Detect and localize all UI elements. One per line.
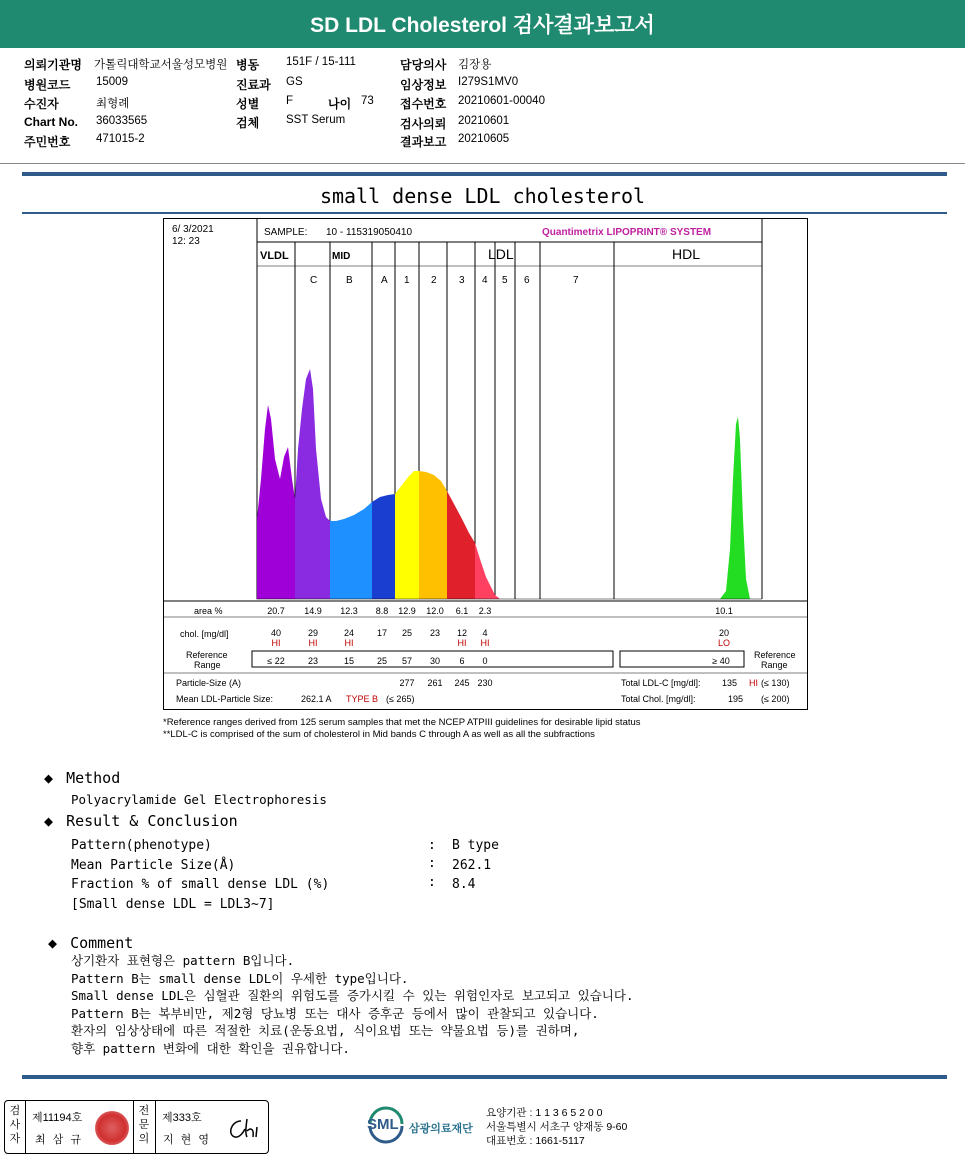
method-section: [44, 769, 120, 787]
clinical-label: 임상정보: [400, 78, 447, 92]
chol-value: 20: [718, 628, 730, 638]
top-divider: [22, 172, 947, 176]
hdl-group-label: HDL: [672, 246, 701, 262]
band-label: 1: [404, 275, 410, 286]
mean-size-ref: (≤ 265): [386, 694, 415, 704]
requested-value: 20210601: [458, 115, 510, 127]
official-seal: [95, 1111, 129, 1145]
result-item: Mean Particle Size(Å): [71, 858, 236, 873]
age-label: 나이: [328, 97, 352, 111]
system-name: Quantimetrix LIPOPRINT® SYSTEM: [542, 227, 712, 238]
method-text: Polyacrylamide Gel Electrophoresis: [71, 792, 327, 807]
chol-row-label: chol. [mg/dl]: [180, 629, 229, 639]
requester-label: 의뢰기관명: [24, 58, 82, 72]
particle-size-value: 261: [427, 678, 443, 688]
id-value: 471015-2: [96, 133, 145, 145]
total-ldl-flag: HI: [749, 678, 758, 688]
chol-flag: HI: [457, 638, 467, 648]
diamond-bullet-icon: ◆: [44, 769, 54, 787]
sex-value: F: [286, 95, 294, 107]
electrophoresis-curve: [257, 369, 762, 599]
chol-value: 12: [456, 628, 468, 638]
chol-flag: HI: [344, 638, 354, 648]
dept-value: GS: [286, 76, 303, 88]
ward-label: 병동: [236, 58, 260, 72]
band-label: 3: [459, 275, 465, 286]
inspector-name: 최 삼 규: [35, 1134, 83, 1146]
chol-value: 4: [482, 628, 488, 638]
hospital-code-value: 15009: [96, 76, 128, 88]
chol-flag: LO: [717, 638, 731, 648]
clinical-value: I279S1MV0: [458, 76, 519, 88]
result-note: [Small dense LDL = LDL3~7]: [71, 897, 275, 912]
band-area: [295, 369, 330, 599]
area-value: 20.7: [267, 606, 285, 616]
band-label: B: [346, 275, 353, 286]
result-heading: Result & Conclusion: [66, 812, 238, 830]
address: 서울특별시 서초구 양재동 9-60: [486, 1121, 628, 1133]
signature-box: [4, 1100, 269, 1154]
total-chol-value: 195: [728, 694, 744, 704]
ldl-group-label: LDL: [488, 246, 514, 262]
particle-size-value: 230: [477, 678, 493, 688]
phone: 대표번호 : 1661-5117: [486, 1135, 585, 1147]
run-time: 12: 23: [172, 236, 200, 247]
report-title: SD LDL Cholesterol 검사결과보고서: [310, 14, 655, 37]
age-value: 73: [361, 95, 374, 107]
result-value: 8.4: [452, 877, 476, 892]
footnote-1: *Reference ranges derived from 125 serum samples that met the NCEP ATPIII guidelines for desirable lipid status: [163, 717, 641, 728]
reported-label: 결과보고: [400, 135, 447, 149]
comment-heading: Comment: [70, 934, 134, 952]
requester-value: 가톨릭대학교서울성모병원: [94, 59, 228, 71]
sig-divider: [155, 1101, 156, 1153]
reception-value: 20210601-00040: [458, 95, 545, 107]
hospital-code-label: 병원코드: [24, 78, 71, 92]
institution-code: 요양기관 : 1 1 3 6 5 2 0 0: [486, 1107, 603, 1119]
chol-value: 24: [343, 628, 355, 638]
ref-value: ≤ 22: [267, 656, 285, 666]
band-area: [257, 405, 295, 599]
ref-value: 15: [343, 656, 355, 666]
ref-value: 6: [459, 656, 465, 666]
sig-divider: [133, 1101, 134, 1153]
hdl-peak: [720, 417, 750, 599]
result-item: Fraction % of small dense LDL (%): [71, 877, 330, 892]
mean-size-type: TYPE B: [346, 694, 379, 704]
ref-right-label-2: Range: [761, 660, 788, 670]
chol-value: 40: [270, 628, 282, 638]
specialist-label: 전문의: [138, 1105, 150, 1145]
org-contact: [486, 1106, 627, 1148]
method-heading: Method: [66, 769, 121, 787]
total-ldl-ref: (≤ 130): [761, 678, 790, 688]
band-label: A: [381, 275, 388, 286]
ref-row-label: Reference: [186, 650, 228, 660]
sml-logo-icon: [366, 1104, 406, 1144]
report-title-bar: [0, 0, 965, 48]
area-value: 6.1: [455, 606, 469, 616]
result-separator: :: [428, 875, 436, 890]
band-area: [372, 494, 395, 599]
comment-line: Small dense LDL은 심혈관 질환의 위험도를 증가시킬 수 있는 위험인자로 보고되고 있습니다.: [71, 988, 634, 1003]
specimen-value: SST Serum: [286, 114, 346, 126]
signature-icon: [223, 1115, 263, 1143]
mean-size-value: 262.1 A: [301, 694, 332, 704]
ref-value: 0: [482, 656, 488, 666]
patient-value: 최형례: [96, 98, 130, 110]
area-row-label: area %: [194, 606, 223, 616]
reported-value: 20210605: [458, 133, 510, 145]
band-label: 7: [573, 275, 579, 286]
result-separator: :: [428, 838, 436, 853]
id-label: 주민번호: [24, 135, 71, 149]
requested-label: 검사의뢰: [400, 117, 447, 131]
comment-section: [48, 934, 133, 952]
comment-line: 환자의 임상상태에 따른 적절한 치료(운동요법, 식이요법 또는 약물요법 등)를 권하며,: [71, 1023, 580, 1038]
doctor-value: 김장용: [458, 59, 492, 71]
result-separator: :: [428, 856, 436, 871]
specimen-label: 검체: [236, 116, 260, 130]
run-date: 6/ 3/2021: [172, 224, 214, 235]
diamond-bullet-icon: ◆: [48, 934, 58, 952]
total-chol-ref: (≤ 200): [761, 694, 790, 704]
result-item: Pattern(phenotype): [71, 838, 212, 853]
ward-value: 151F / 15-111: [286, 56, 356, 68]
comment-line: 향후 pattern 변화에 대한 확인을 권유합니다.: [71, 1040, 350, 1056]
vldl-group-label: VLDL: [260, 250, 289, 262]
mid-group-label: MID: [332, 251, 351, 262]
area-value: 2.3: [478, 606, 492, 616]
mean-size-label: Mean LDL-Particle Size:: [176, 694, 274, 704]
ref-value: 23: [307, 656, 319, 666]
inspector-no: 제11194호: [32, 1112, 83, 1124]
sample-id: 10 - 115319050410: [326, 227, 413, 238]
total-chol-label: Total Chol. [mg/dl]:: [621, 694, 696, 704]
area-value: 14.9: [304, 606, 322, 616]
sample-label: SAMPLE:: [264, 227, 308, 238]
band-area: [330, 502, 372, 599]
footnote-2: **LDL-C is comprised of the sum of cholesterol in Mid bands C through A as well as all the subfractions: [163, 729, 595, 740]
bottom-divider: [22, 1075, 947, 1079]
title-underline: [22, 212, 947, 214]
result-value: B type: [452, 838, 499, 853]
band-area: [395, 471, 419, 599]
chol-flag: HI: [480, 638, 490, 648]
lipoprint-panel: [163, 218, 808, 710]
band-area: [475, 543, 500, 599]
band-label: 5: [502, 275, 508, 286]
org-name: 삼광의료재단: [409, 1123, 473, 1135]
chol-flag: HI: [308, 638, 318, 648]
particle-size-label: Particle-Size (A): [176, 678, 242, 688]
diamond-bullet-icon: ◆: [44, 812, 54, 830]
ref-row-label-2: Range: [194, 660, 221, 670]
chol-flag: HI: [271, 638, 281, 648]
sig-divider: [25, 1101, 26, 1153]
chol-value: 25: [401, 628, 413, 638]
area-value: 12.3: [340, 606, 358, 616]
ref-right-label: Reference: [754, 650, 796, 660]
comment-line: Pattern B는 small dense LDL이 우세한 type입니다.: [71, 970, 409, 986]
sex-label: 성별: [236, 97, 260, 111]
inspector-label: 검사자: [9, 1105, 21, 1145]
result-value: 262.1: [452, 858, 492, 873]
chart-no-value: 36033565: [96, 115, 148, 127]
specialist-no: 제333호: [162, 1112, 202, 1124]
chol-value: 29: [307, 628, 319, 638]
band-label: 2: [431, 275, 437, 286]
dept-label: 진료과: [236, 78, 271, 92]
band-label: 6: [524, 275, 530, 286]
comment-line: Pattern B는 복부비만, 제2형 당뇨병 또는 대사 증후군 등에서 많이 관찰되고 있습니다.: [71, 1005, 599, 1021]
ref-value: ≥ 40: [712, 656, 730, 666]
band-label: C: [310, 275, 318, 286]
particle-size-value: 245: [454, 678, 470, 688]
reception-label: 접수번호: [400, 97, 447, 111]
ref-value: 25: [376, 656, 388, 666]
band-area: [419, 471, 447, 599]
area-value: 12.9: [398, 606, 416, 616]
area-value: 12.0: [426, 606, 444, 616]
logo-text: SML: [367, 1116, 399, 1133]
area-value: 10.1: [715, 606, 733, 616]
particle-size-value: 277: [399, 678, 415, 688]
area-value: 8.8: [375, 606, 389, 616]
band-area: [447, 491, 475, 599]
comment-body: [71, 952, 633, 1057]
ref-value: 57: [401, 656, 413, 666]
patient-info-panel: [0, 48, 965, 164]
band-label: 4: [482, 275, 488, 286]
patient-label: 수진자: [24, 97, 59, 111]
doctor-label: 담당의사: [400, 58, 447, 72]
ref-value: 30: [429, 656, 441, 666]
chart-no-label: Chart No.: [24, 115, 78, 129]
chol-value: 17: [376, 628, 388, 638]
lipoprint-graph: [164, 219, 807, 709]
result-section: [44, 812, 238, 830]
specialist-name: 지 현 영: [163, 1134, 211, 1146]
band-value-table: [267, 606, 733, 688]
total-ldl-label: Total LDL-C [mg/dl]:: [621, 678, 701, 688]
comment-line: 상기환자 표현형은 pattern B입니다.: [71, 953, 295, 968]
total-ldl-value: 135: [722, 678, 738, 688]
band-labels: [310, 275, 579, 286]
section-title: small dense LDL cholesterol: [319, 184, 646, 208]
chol-value: 23: [429, 628, 441, 638]
